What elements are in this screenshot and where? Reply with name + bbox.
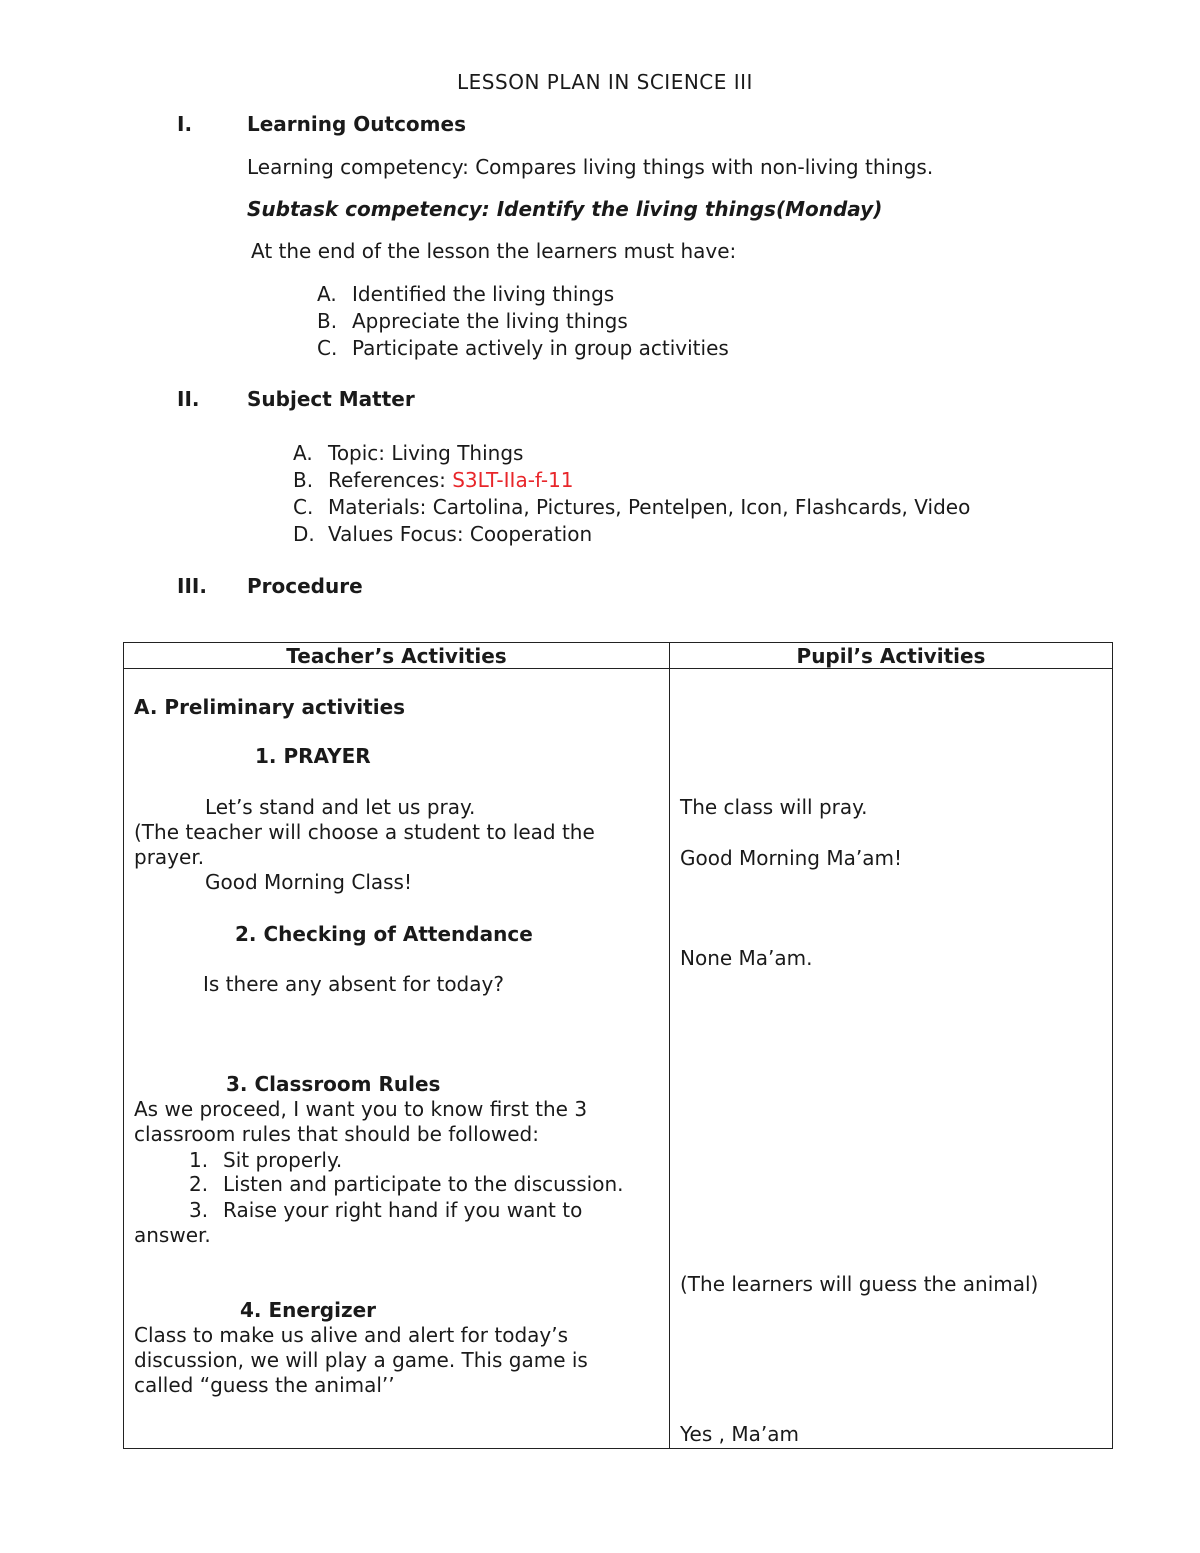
- teacher-activities-header: Teacher’s Activities: [286, 644, 507, 668]
- attendance-question: Is there any absent for today?: [203, 972, 504, 996]
- rule-item: Raise your right hand if you want to: [223, 1198, 583, 1222]
- pupil-activities-header: Pupil’s Activities: [796, 644, 986, 668]
- section-2-numeral: II.: [177, 387, 200, 411]
- pupil-response: Yes , Ma’am: [680, 1422, 799, 1446]
- outcome-marker: A.: [317, 282, 337, 306]
- section-3-heading: Procedure: [247, 574, 363, 598]
- outcome-item: Participate actively in group activities: [352, 336, 729, 360]
- subject-references: [328, 468, 574, 492]
- subject-topic: Topic: Living Things: [328, 441, 524, 465]
- references-label: References:: [328, 468, 453, 492]
- prayer-line: (The teacher will choose a student to lead the: [134, 820, 595, 844]
- classroom-rules-heading: 3. Classroom Rules: [226, 1072, 441, 1096]
- outcome-item: Appreciate the living things: [352, 309, 628, 333]
- rule-marker: 1.: [189, 1148, 209, 1172]
- rules-intro: classroom rules that should be followed:: [134, 1122, 539, 1146]
- learning-competency: Learning competency: Compares living things with non-living things.: [247, 155, 934, 179]
- outcome-marker: C.: [317, 336, 338, 360]
- pupil-response: None Ma’am.: [680, 946, 813, 970]
- energizer-heading: 4. Energizer: [240, 1298, 377, 1322]
- procedure-table: [123, 642, 1113, 1449]
- subtask-competency: Subtask competency: Identify the living things(Monday): [247, 197, 883, 221]
- outcomes-intro: At the end of the lesson the learners must have:: [251, 239, 737, 263]
- rule-item-continued: answer.: [134, 1223, 211, 1247]
- pupil-response: Good Morning Ma’am!: [680, 846, 902, 870]
- section-1-heading: Learning Outcomes: [247, 112, 466, 136]
- subject-marker: A.: [293, 441, 313, 465]
- subject-values: Values Focus: Cooperation: [328, 522, 593, 546]
- rule-marker: 2.: [189, 1172, 209, 1196]
- rule-marker: 3.: [189, 1198, 209, 1222]
- rule-item: Sit properly.: [223, 1148, 343, 1172]
- energizer-line: discussion, we will play a game. This game is: [134, 1348, 588, 1372]
- table-column-divider: [669, 643, 670, 1448]
- prayer-line: prayer.: [134, 845, 205, 869]
- section-1-numeral: I.: [177, 112, 193, 136]
- prayer-greeting: Good Morning Class!: [205, 870, 412, 894]
- attendance-heading: 2. Checking of Attendance: [235, 922, 533, 946]
- subject-marker: D.: [293, 522, 315, 546]
- prayer-line: Let’s stand and let us pray.: [205, 795, 476, 819]
- pupil-response: (The learners will guess the animal): [680, 1272, 1039, 1296]
- reference-code: S3LT-IIa-f-11: [452, 468, 574, 492]
- subject-marker: B.: [293, 468, 314, 492]
- energizer-line: called “guess the animal’’: [134, 1373, 395, 1397]
- page-title: LESSON PLAN IN SCIENCE III: [457, 70, 753, 94]
- outcome-item: Identified the living things: [352, 282, 615, 306]
- section-2-heading: Subject Matter: [247, 387, 415, 411]
- energizer-line: Class to make us alive and alert for today’s: [134, 1323, 569, 1347]
- outcome-marker: B.: [317, 309, 338, 333]
- subject-marker: C.: [293, 495, 314, 519]
- subject-materials: Materials: Cartolina, Pictures, Pentelpen, Icon, Flashcards, Video: [328, 495, 971, 519]
- rules-intro: As we proceed, I want you to know first the 3: [134, 1097, 588, 1121]
- table-header-divider: [124, 668, 1112, 669]
- pupil-response: The class will pray.: [680, 795, 868, 819]
- preliminary-heading: A. Preliminary activities: [134, 695, 406, 719]
- section-3-numeral: III.: [177, 574, 207, 598]
- prayer-heading: 1. PRAYER: [255, 744, 371, 768]
- rule-item: Listen and participate to the discussion.: [223, 1172, 624, 1196]
